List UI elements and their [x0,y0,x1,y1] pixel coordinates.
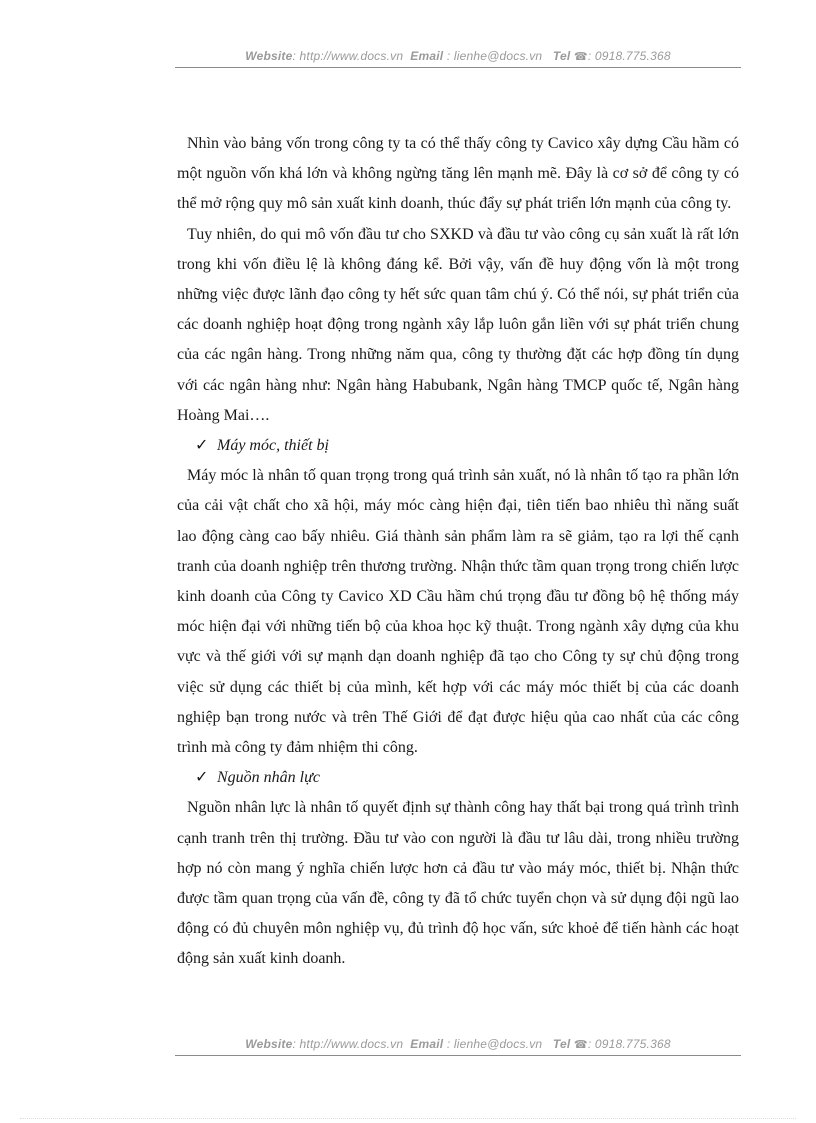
bullet-machinery-label: Máy móc, thiết bị [217,437,329,455]
footer-tel-value: : 0918.775.368 [587,1037,671,1051]
footer-website-link[interactable]: : http://www.docs.vn [292,1037,404,1051]
header-website-link[interactable]: : http://www.docs.vn [292,49,404,63]
paragraph-human-resources: Nguồn nhân lực là nhân tố quyết định sự thành công hay thất bại trong quá trình trình cạnh tranh trên thị trường. Đầu tư vào con người là đầu tư lâu dài, trong nhiều trường hợp nó còn mang ý nghĩa chiến lược hơn cả đầu tư vào máy móc, thiết bị. Nhận thức được tầm quan trọng của vấn đề, công ty đã tổ chức tuyển chọn và sử dụng đội ngũ lao động có đủ chuyên môn nghiệp vụ, đủ trình độ học vấn, sức khoẻ để tiến hành các hoạt động sản xuất kinh doanh. [177,799,739,968]
bullet-human-resources-label: Nguồn nhân lực [217,769,320,787]
footer-email-label: Email [410,1037,444,1051]
header-website-label: Website [245,49,293,63]
page-bottom-divider [20,1118,796,1119]
checkmark-icon: ✓ [195,769,209,787]
phone-icon: ☎ [573,51,588,63]
footer-email-link[interactable]: : lienhe@docs.vn [443,1037,543,1051]
document-body [177,129,739,975]
footer-tel-label: Tel [552,1037,571,1051]
header-tel-value: : 0918.775.368 [587,49,671,63]
footer-website-label: Website [245,1037,293,1051]
page-footer [175,1037,741,1056]
paragraph-funding: Tuy nhiên, do qui mô vốn đầu tư cho SXKD và đầu tư vào công cụ sản xuất là rất lớn trong khi vốn điều lệ là không đáng kể. Bởi vậy, vấn đề huy động vốn là một trong những việc được lãnh đạo công ty hết sức quan tâm chú ý. Có thể nói, sự phát triển của các doanh nghiệp hoạt động trong ngành xây lắp luôn gắn liền với sự phát triển chung của các ngân hàng. Trong những năm qua, công ty thường đặt các hợp đồng tín dụng với các ngân hàng như: Ngân hàng Habubank, Ngân hàng TMCP quốc tế, Ngân hàng Hoàng Mai…. [177,225,739,424]
header-tel-label: Tel [552,49,571,63]
bullet-machinery [177,431,739,461]
phone-icon: ☎ [573,1039,588,1051]
header-email-label: Email [410,49,444,63]
page-header [175,49,741,68]
checkmark-icon: ✓ [195,437,209,455]
bullet-human-resources [177,763,739,793]
paragraph-capital: Nhìn vào bảng vốn trong công ty ta có thể thấy công ty Cavico xây dựng Cầu hầm có một nguồn vốn khá lớn và không ngừng tăng lên mạnh mẽ. Đây là cơ sở để công ty có thể mở rộng quy mô sản xuất kinh doanh, thúc đẩy sự phát triển lớn mạnh của công ty. [177,135,739,213]
paragraph-machinery: Máy móc là nhân tố quan trọng trong quá trình sản xuất, nó là nhân tố tạo ra phần lớn của cải vật chất cho xã hội, máy móc càng hiện đại, tiên tiến bao nhiêu thì năng suất lao động càng cao bấy nhiêu. Giá thành sản phẩm làm ra sẽ giảm, tạo ra lợi thế cạnh tranh của doanh nghiệp trên thương trường. Nhận thức tầm quan trọng trong chiến lược kinh doanh của Công ty Cavico XD Cầu hầm chú trọng đầu tư đồng bộ hệ thống máy móc hiện đại với những tiến bộ của khoa học kỹ thuật. Trong ngành xây dựng của khu vực và thế giới với sự mạnh dạn doanh nghiệp đã tạo cho Công ty sự chủ động trong việc sử dụng các thiết bị của mình, kết hợp với các máy móc thiết bị của các doanh nghiệp bạn trong nước và trên Thế Giới để đạt được hiệu qủa cao nhất của các công trình mà công ty đảm nhiệm thi công. [177,467,739,757]
header-email-link[interactable]: : lienhe@docs.vn [443,49,543,63]
